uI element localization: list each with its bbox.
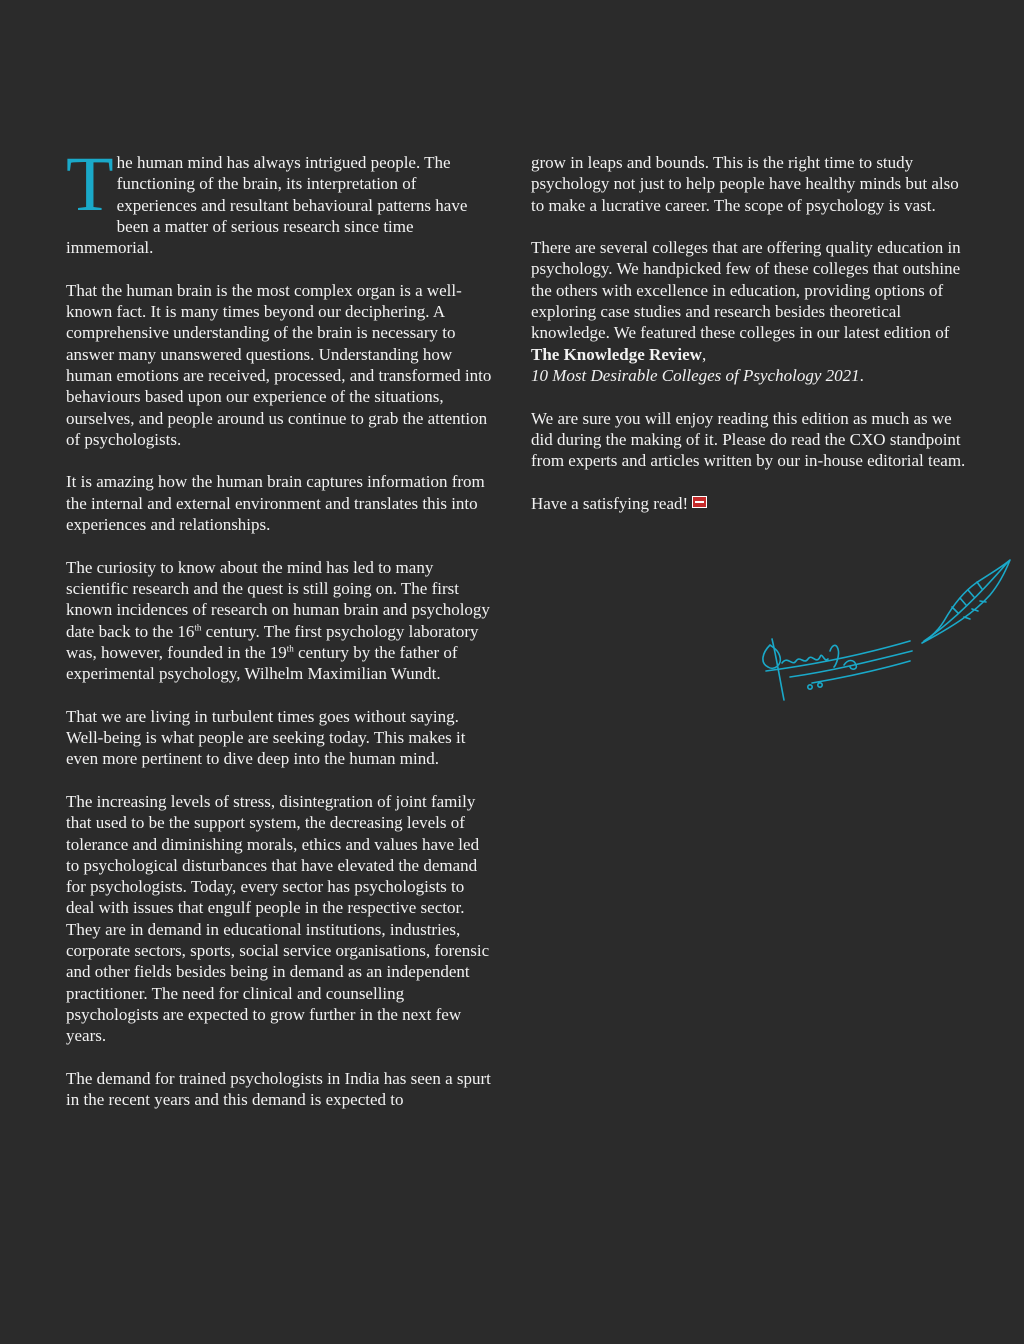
paragraph-enjoy: We are sure you will enjoy reading this edition as much as we did during the making of it. Please do read the CXO standpoint from experts and articles written by our in-house editorial team. — [531, 408, 966, 471]
paragraph-brain-complexity: That the human brain is the most complex organ is a well-known fact. It is many times beyond our deciphering. A comprehensive understanding of the brain is necessary to answer many unanswered questions. Understanding how human emotions are received, processed, and transformed into behaviours based upon our experience of the situations, ourselves, and people around us continue to grab the attention of psychologists. — [66, 280, 492, 449]
paragraph-india-demand: The demand for trained psychologists in India has seen a spurt in the recent years and this demand is expected to — [66, 1068, 491, 1110]
paragraph-turbulent-times: That we are living in turbulent times goes without saying. Well-being is what people are seeking today. This makes it even more pertinent to dive deep into the human mind. — [66, 706, 466, 769]
colleges-end: . — [859, 365, 864, 385]
history-text-a: The curiosity to know about the mind has led to many scientific research and the quest is still going on. The first known incidences of research on human brain and psychology date back to the 16 — [66, 557, 490, 641]
history-text-b: century. The first psychology laboratory was, however, founded in the 19 — [66, 621, 479, 662]
paragraph-history — [66, 557, 496, 685]
paragraph-stress-demand: The increasing levels of stress, disintegration of joint family that used to be the support system, the decreasing levels of tolerance and diminishing morals, ethics and values have led to psychological disturbances that have elevated the demand for psychologists. Today, every sector has psychologists to deal with issues that engulf people in the respective sector. They are in demand in educational institutions, industries, corporate sectors, sports, social service organisations, forensic and other fields besides being in demand as an independent practitioner. The need for clinical and counselling psychologists are expected to grow further in the next few years. — [66, 791, 490, 1046]
colleges-text: There are several colleges that are offering quality education in psychology. We handpicked few of these colleges that outshine the others with excellence in education, providing options of exploring case studies and research besides theoretical knowledge. We featured these colleges in our latest edition of — [531, 238, 961, 343]
superscript-th-16: th — [194, 621, 202, 632]
paragraph-colleges — [531, 237, 967, 386]
paragraph-intro-text: he human mind has always intrigued people. The functioning of the brain, its interpretation of experiences and resultant behavioural patterns have been a matter of serious research since time immemorial. — [66, 153, 468, 258]
drop-cap: T — [66, 140, 114, 227]
feather-signature-icon — [752, 555, 1017, 710]
left-column — [66, 140, 496, 1132]
right-column — [531, 152, 967, 535]
paragraph-intro — [66, 140, 496, 258]
edition-title: 10 Most Desirable Colleges of Psychology 2021 — [531, 365, 860, 385]
history-text-c: century by the father of experimental psychology, Wilhelm Maximilian Wundt. — [66, 642, 458, 684]
paragraph-growth: grow in leaps and bounds. This is the right time to study psychology not just to help people have healthy minds but also to make a lucrative career. The scope of psychology is vast. — [531, 153, 959, 215]
closing-text: Have a satisfying read! — [531, 493, 689, 513]
colleges-comma: , — [701, 344, 707, 364]
superscript-th-19: th — [286, 643, 294, 654]
magazine-name: The Knowledge Review — [531, 344, 702, 364]
paragraph-brain-information: It is amazing how the human brain captures information from the internal and external environment and translates this into experiences and relationships. — [66, 472, 485, 535]
paragraph-closing — [531, 493, 967, 514]
magazine-logo-icon — [692, 496, 707, 508]
